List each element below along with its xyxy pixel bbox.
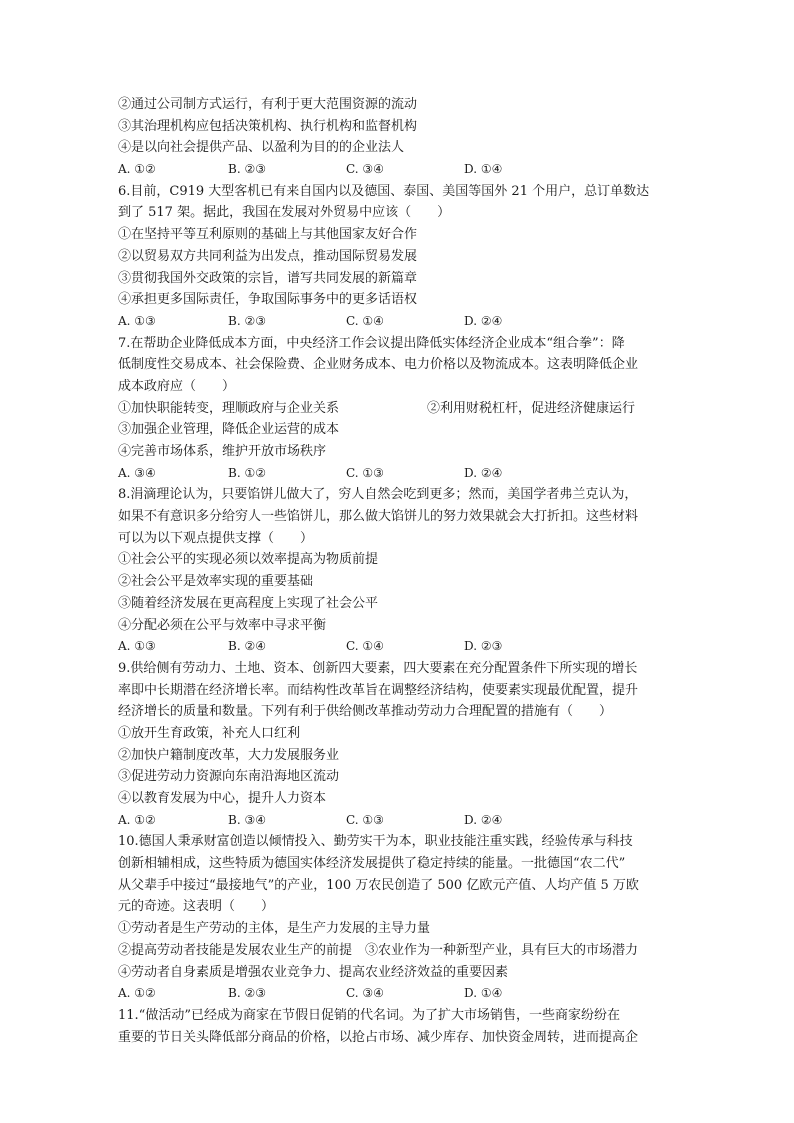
option-d: D. ②④ xyxy=(464,313,503,328)
question-stem: 8.涓滴理论认为，只要馅饼儿做大了，穷人自然会吃到更多；然而，美国学者弗兰克认为， xyxy=(118,487,638,503)
option-d: D. ②③ xyxy=(464,639,503,654)
statement: ①社会公平的实现必须以效率提高为物质前提 xyxy=(118,552,379,568)
exam-page xyxy=(118,94,688,1048)
option-a: A. ①② xyxy=(118,812,156,827)
option-a: A. ①③ xyxy=(118,639,156,654)
question-stem: 10.德国人秉承财富创造以倾情投入、勤劳实干为本，职业技能注重实践，经验传承与科技 xyxy=(118,834,633,850)
statement: ②提高劳动者技能是发展农业生产的前提 ③农业作为一种新型产业，具有巨大的市场潜力 xyxy=(118,942,639,958)
statement: ②通过公司制方式运行，有利于更大范围资源的流动 xyxy=(118,97,418,112)
question-stem: 元的奇迹。这表明（ ） xyxy=(118,899,275,915)
answer-options xyxy=(118,636,688,658)
statement: ④劳动者自身素质是增强农业竞争力、提高农业经济效益的重要因素 xyxy=(118,964,509,980)
question-stem: 成本政府应（ ） xyxy=(118,378,236,394)
question-stem: 到了 517 架。据此，我国在发展对外贸易中应该（ ） xyxy=(118,205,451,221)
option-d: D. ②④ xyxy=(464,465,503,480)
statement: ②利用财税杠杆，促进经济健康运行 xyxy=(427,400,636,416)
option-a: A. ①② xyxy=(118,986,156,1001)
option-d: D. ①④ xyxy=(464,986,503,1001)
statement: ①放开生育政策，补充人口红利 xyxy=(118,725,301,741)
option-c: C. ①④ xyxy=(346,313,384,328)
option-a: A. ①③ xyxy=(118,313,156,328)
question-10 xyxy=(118,831,688,1005)
option-a: A. ③④ xyxy=(118,465,156,480)
question-stem: 11.“做活动”已经成为商家在节假日促销的代名词。为了扩大市场销售，一些商家纷纷在 xyxy=(118,1007,620,1023)
option-c: C. ①③ xyxy=(346,812,384,827)
question-stem: 如果不有意识多分给穷人一些馅饼儿，那么做大馅饼儿的努力效果就会大打折扣。这些材料 xyxy=(118,509,639,525)
question-stem: 可以为以下观点提供支撑（ ） xyxy=(118,530,314,546)
question-stem: 经济增长的质量和数量。下列有利于供给侧改革推动劳动力合理配置的措施有（ ） xyxy=(118,704,613,720)
statement: ③促进劳动力资源向东南沿海地区流动 xyxy=(118,769,340,785)
statement: ④以教育发展为中心，提升人力资本 xyxy=(118,791,327,806)
question-stem: 创新相辅相成，这些特质为德国实体经济发展提供了稳定持续的能量。一批德国“农二代” xyxy=(118,856,626,872)
statement-pair xyxy=(118,398,688,420)
statement: ③其治理机构应包括决策机构、执行机构和监督机构 xyxy=(118,118,418,134)
statement: ③贯彻我国外交政策的宗旨，谱写共同发展的新篇章 xyxy=(118,270,418,286)
option-c: C. ①③ xyxy=(346,465,384,480)
option-b: B. ①② xyxy=(228,465,266,480)
question-5-continued xyxy=(118,94,688,181)
question-stem: 6.目前，C919 大型客机已有来自国内以及德国、泰国、美国等国外 21 个用户，总订单数达 xyxy=(118,183,650,199)
question-7 xyxy=(118,333,688,485)
option-c: C. ③④ xyxy=(346,162,384,177)
statement: ②加快户籍制度改革，大力发展服务业 xyxy=(118,747,340,763)
option-d: D. ①④ xyxy=(464,162,503,177)
statement: ①在坚持平等互利原则的基础上与其他国家友好合作 xyxy=(118,227,418,243)
answer-options xyxy=(118,159,688,181)
question-11 xyxy=(118,1005,688,1048)
question-stem: 从父辈手中接过“最接地气”的产业，100 万农民创造了 500 亿欧元产值、人均产值 5 万欧 xyxy=(118,877,639,893)
question-stem: 9.供给侧有劳动力、土地、资本、创新四大要素，四大要素在充分配置条件下所实现的增长 xyxy=(118,660,638,676)
option-c: C. ①④ xyxy=(346,639,384,654)
answer-options xyxy=(118,983,688,1005)
statement: ④是以向社会提供产品、以盈利为目的的企业法人 xyxy=(118,140,405,156)
option-b: B. ②④ xyxy=(228,639,266,654)
statement: ①加快职能转变，理顺政府与企业关系 xyxy=(118,400,340,416)
option-b: B. ②③ xyxy=(228,986,266,1001)
option-b: B. ②③ xyxy=(228,313,266,328)
question-stem: 低制度性交易成本、社会保险费、企业财务成本、电力价格以及物流成本。这表明降低企业 xyxy=(118,357,639,373)
question-8 xyxy=(118,484,688,658)
question-stem: 率即中长期潜在经济增长率。而结构性改革旨在调整经济结构，使要素实现最优配置，提升 xyxy=(118,682,639,698)
option-d: D. ②④ xyxy=(464,812,503,827)
question-6 xyxy=(118,181,688,333)
question-stem: 7.在帮助企业降低成本方面，中央经济工作会议提出降低实体经济企业成本“组合拳”：降 xyxy=(118,335,625,351)
option-a: A. ①② xyxy=(118,162,156,177)
statement: ①劳动者是生产劳动的主体，是生产力发展的主导力量 xyxy=(118,921,431,937)
statement: ④完善市场体系，维护开放市场秩序 xyxy=(118,444,327,459)
option-b: B. ②③ xyxy=(228,162,266,177)
question-stem: 重要的节日关头降低部分商品的价格，以抢占市场、减少库存、加快资金周转，进而提高企 xyxy=(118,1029,639,1045)
statement: ④承担更多国际责任，争取国际事务中的更多话语权 xyxy=(118,292,418,308)
option-b: B. ③④ xyxy=(228,812,266,827)
answer-options xyxy=(118,311,688,333)
statement: ②以贸易双方共同利益为出发点，推动国际贸易发展 xyxy=(118,248,418,264)
statement: ③加强企业管理，降低企业运营的成本 xyxy=(118,422,340,438)
answer-options xyxy=(118,463,688,485)
statement: ③随着经济发展在更高程度上实现了社会公平 xyxy=(118,595,379,611)
statement: ②社会公平是效率实现的重要基础 xyxy=(118,574,314,590)
statement: ④分配必须在公平与效率中寻求平衡 xyxy=(118,617,327,633)
answer-options xyxy=(118,810,688,832)
option-c: C. ③④ xyxy=(346,986,384,1001)
question-9 xyxy=(118,658,688,832)
